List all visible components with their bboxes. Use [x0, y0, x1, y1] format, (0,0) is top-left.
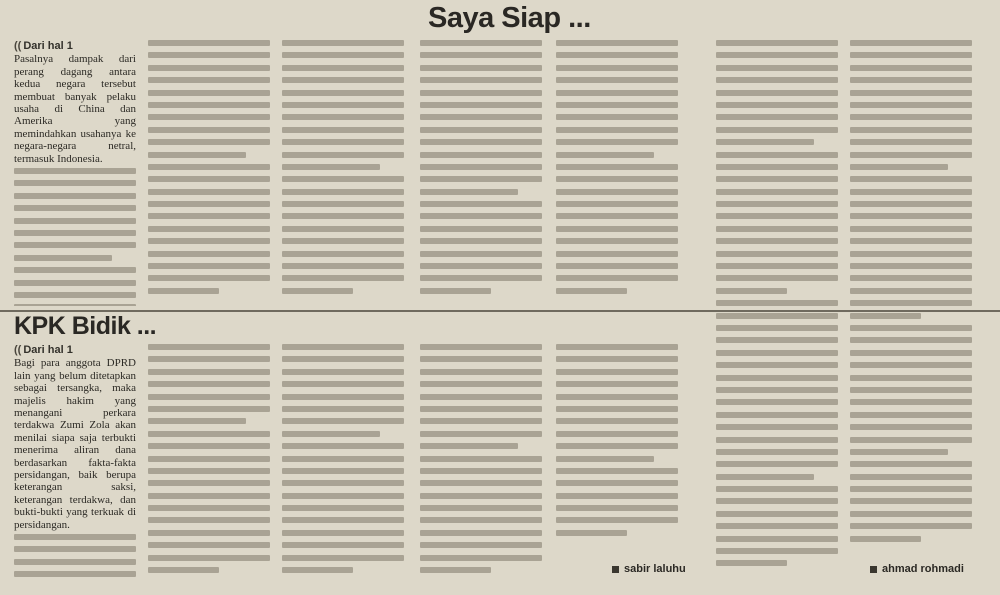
kicker [14, 40, 136, 52]
headline-saya-siap: Saya Siap ... [428, 2, 591, 34]
byline [870, 563, 964, 575]
byline-name: sabir laluhu [624, 563, 686, 575]
quote-mark-icon: (( [14, 40, 22, 52]
lead-paragraph: Bagi para anggota DPRD lain yang belum ditetapkan sebagai tersangka, maka majelis hakim yang menangani perkara terdakwa Zumi Zola akan menilai siapa saja terbukti menerima aliran dana berdasarkan fakta-fakta persidangan, baik berupa keterangan saksi, keterangan terdakwa, dan bukti-bukti yang terkuak di persidangan. [14, 357, 136, 531]
byline-name: ahmad rohmadi [882, 563, 964, 575]
article-column [556, 40, 678, 306]
article-column [148, 40, 270, 306]
article-column [850, 40, 972, 554]
article-column [282, 344, 404, 584]
kicker-label: Dari hal 1 [23, 344, 73, 356]
byline-square-icon [612, 566, 619, 573]
quote-mark-icon: (( [14, 344, 22, 356]
article-column [556, 344, 678, 550]
article-column [282, 40, 404, 306]
byline [612, 563, 686, 575]
article-column [14, 40, 136, 306]
article-column [420, 344, 542, 584]
byline-square-icon [870, 566, 877, 573]
headline-kpk-bidik: KPK Bidik ... [14, 312, 157, 340]
article-column [148, 344, 270, 584]
kicker-label: Dari hal 1 [23, 40, 73, 52]
kicker [14, 344, 136, 356]
article-column [420, 40, 542, 306]
lead-paragraph: Pasalnya dampak dari perang dagang antara kedua negara tersebut membuat banyak pelaku usaha di China dan Amerika yang memindahkan usahanya ke negara-negara netral, termasuk Indonesia. [14, 53, 136, 165]
article-column [14, 344, 136, 584]
article-column [716, 40, 838, 584]
